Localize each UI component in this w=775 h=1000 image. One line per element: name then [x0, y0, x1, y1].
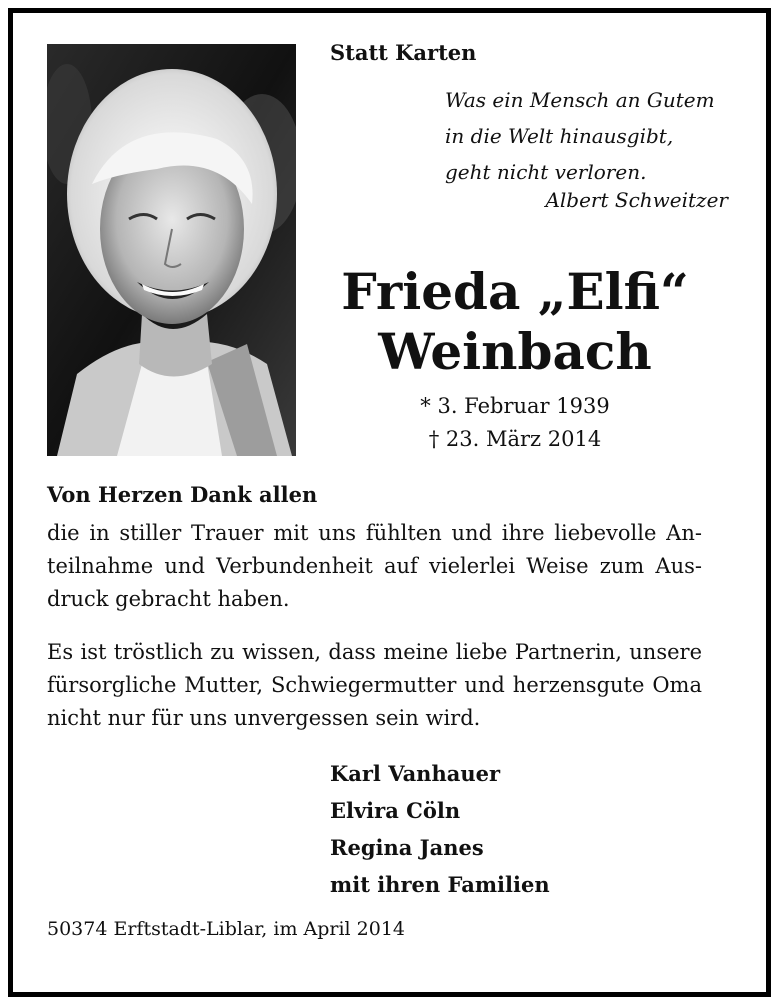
- statt-karten-heading: Statt Karten: [330, 40, 477, 65]
- quote-block: [445, 82, 715, 190]
- name-line-first: Frieda „Elfi“: [341, 262, 689, 321]
- birth-date: * 3. Februar 1939: [420, 394, 610, 418]
- thanks-paragraph: die in stiller Trauer mit uns fühlten und ihre liebevolle Anteilnahme und Verbundenheit auf vielerlei Weise zum Ausdruck gebracht haben.: [47, 521, 702, 611]
- signature-name: Karl Vanhauer: [330, 761, 501, 786]
- quote-line: in die Welt hinausgibt,: [445, 124, 674, 148]
- signatures: [330, 755, 550, 903]
- deceased-name: [300, 262, 730, 382]
- name-line-last: Weinbach: [378, 322, 652, 381]
- signature-families: mit ihren Familien: [330, 872, 550, 897]
- death-date: † 23. März 2014: [428, 427, 602, 451]
- quote-line: geht nicht verloren.: [445, 160, 647, 184]
- signature-name: Elvira Cöln: [330, 798, 461, 823]
- comfort-paragraph: Es ist tröstlich zu wissen, dass meine liebe Partnerin, unsere fürsorgliche Mutter, Schwiegermutter und herzensgute Oma nicht nur für uns unvergessen sein wird.: [47, 640, 702, 730]
- life-dates: [300, 390, 730, 456]
- thanks-heading: Von Herzen Dank allen: [47, 482, 318, 507]
- portrait-image-icon: [47, 44, 296, 456]
- portrait-photo: [47, 44, 296, 456]
- signature-name: Regina Janes: [330, 835, 484, 860]
- quote-line: Was ein Mensch an Gutem: [445, 88, 715, 112]
- place-and-date: 50374 Erftstadt-Liblar, im April 2014: [47, 918, 406, 940]
- quote-author: Albert Schweitzer: [545, 188, 728, 212]
